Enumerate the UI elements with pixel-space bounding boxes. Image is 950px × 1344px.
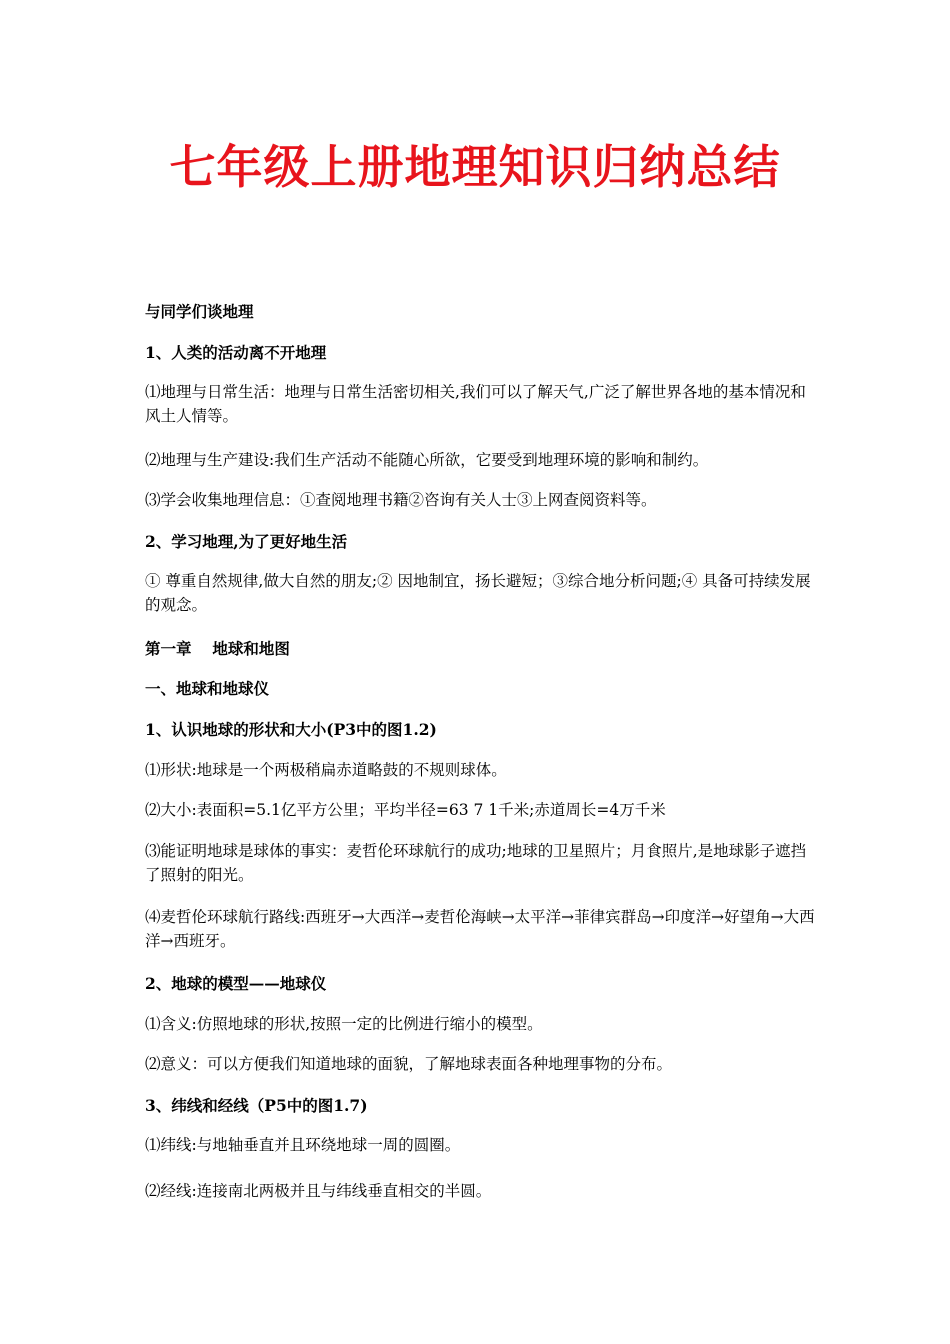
subsection-heading: 1、人类的活动离不开地理 (145, 343, 327, 362)
subsection-heading: 2、地球的模型——地球仪 (145, 974, 327, 993)
paragraph: ⑷麦哲伦环球航行路线:西班牙→大西洋→麦哲伦海峡→太平洋→菲律宾群岛→印度洋→好望角→大西洋→西班牙。 (145, 908, 815, 950)
section-heading: 与同学们谈地理 (145, 302, 254, 321)
paragraph: ⑶学会收集地理信息：①查阅地理书籍②咨询有关人士③上网查阅资料等。 (145, 491, 657, 509)
paragraph: ⑶能证明地球是球体的事实：麦哲伦环球航行的成功;地球的卫星照片；月食照片,是地球影子遮挡了照射的阳光。 (145, 842, 807, 884)
paragraph: ⑵意义：可以方便我们知道地球的面貌，了解地球表面各种地理事物的分布。 (145, 1055, 673, 1073)
paragraph: ⑴纬线:与地轴垂直并且环绕地球一周的圆圈。 (145, 1136, 461, 1154)
paragraph: ① 尊重自然规律,做大自然的朋友;② 因地制宜，扬长避短；③综合地分析问题;④ 具备可持续发展的观念。 (145, 572, 811, 614)
paragraph: ⑵经线:连接南北两极并且与纬线垂直相交的半圆。 (145, 1182, 492, 1200)
subsection-heading: 2、学习地理,为了更好地生活 (145, 532, 348, 551)
paragraph: ⑵地理与生产建设:我们生产活动不能随心所欲，它要受到地理环境的影响和制约。 (145, 451, 709, 469)
paragraph: ⑴地理与日常生活：地理与日常生活密切相关,我们可以了解天气,广泛了解世界各地的基本情况和风土人情等。 (145, 383, 806, 425)
subsection-heading: 3、纬线和经线（P5中的图1.7) (145, 1096, 368, 1115)
subsection-heading: 1、认识地球的形状和大小(P3中的图1.2) (145, 720, 437, 739)
paragraph: ⑵大小:表面积=5.1亿平方公里；平均半径=63 7 1千米;赤道周长=4万千米 (145, 801, 666, 819)
section-heading: 一、地球和地球仪 (145, 679, 270, 698)
paragraph: ⑴含义:仿照地球的形状,按照一定的比例进行缩小的模型。 (145, 1015, 543, 1033)
chapter-heading: 第一章 地球和地图 (145, 639, 290, 658)
document-title: 七年级上册地理知识归纳总结 (169, 140, 781, 194)
paragraph: ⑴形状:地球是一个两极稍扁赤道略鼓的不规则球体。 (145, 761, 507, 779)
